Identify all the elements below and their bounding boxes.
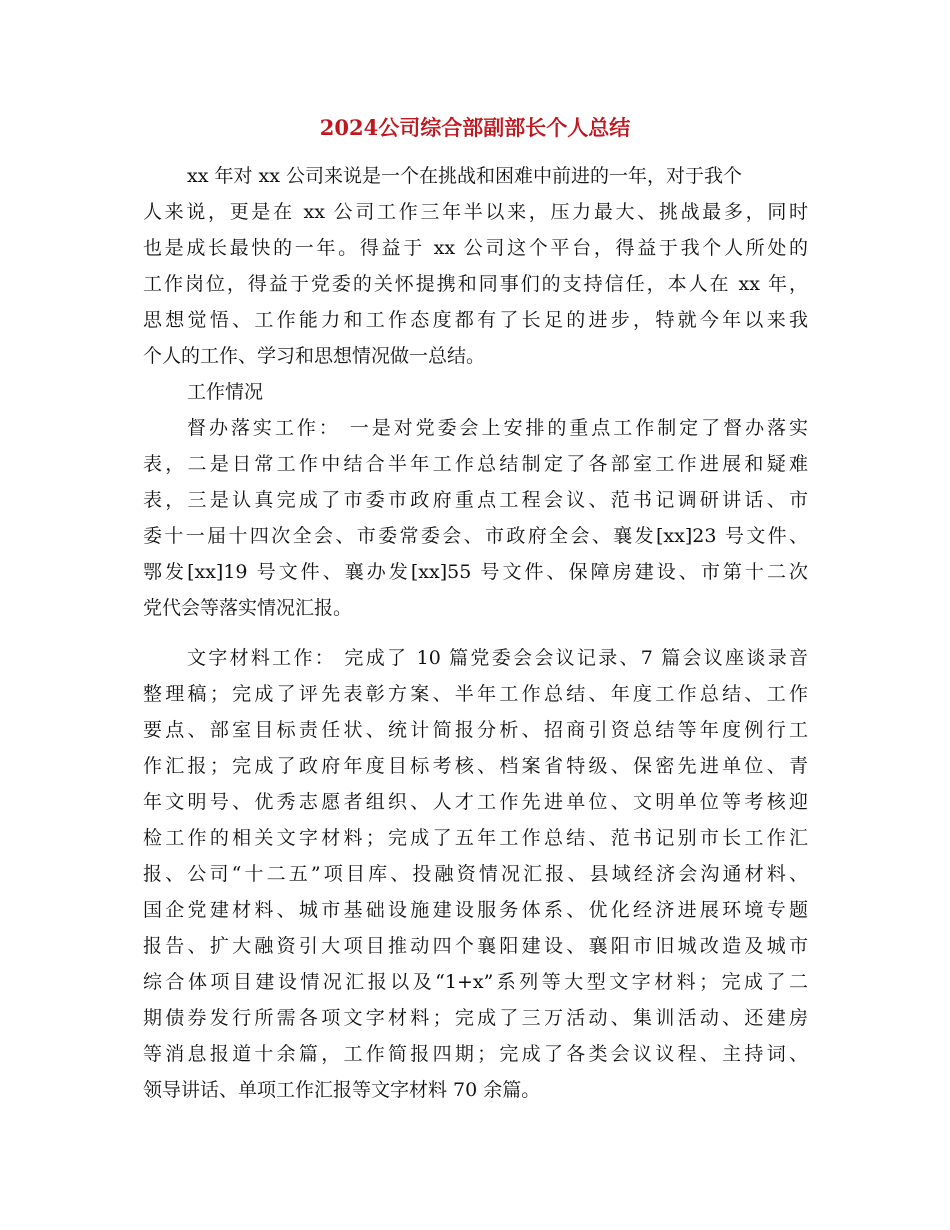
paragraph-supervision-line-1: 督办落实工作： 一是对党委会上安排的重点工作制定了督办落实 — [187, 417, 808, 439]
paragraph-supervision-line-3: 表，三是认真完成了市委市政府重点工程会议、范书记调研讲话、市 — [143, 489, 808, 511]
paragraph-writing-line-9: 报告、扩大融资引大项目推动四个襄阳建设、襄阳市旧城改造及城市 — [143, 935, 808, 957]
paragraph-writing-line-6: 检工作的相关文字材料；完成了五年工作总结、范书记别市长工作汇 — [143, 827, 808, 849]
paragraph-writing-line-5: 年文明号、优秀志愿者组织、人才工作先进单位、文明单位等考核迎 — [143, 791, 808, 813]
paragraph-writing-line-10: 综合体项目建设情况汇报以及“1+x”系列等大型文字材料；完成了二 — [143, 971, 808, 993]
paragraph-supervision-line-5: 鄂发[xx]19 号文件、襄办发[xx]55 号文件、保障房建设、市第十二次 — [143, 561, 808, 583]
paragraph-writing-line-2: 整理稿；完成了评先表彰方案、半年工作总结、年度工作总结、工作 — [143, 683, 808, 705]
paragraph-writing-line-8: 国企党建材料、城市基础设施建设服务体系、优化经济进展环境专题 — [143, 899, 808, 921]
paragraph-intro-line-3: 也是成长最快的一年。得益于 xx 公司这个平台，得益于我个人所处的 — [143, 237, 808, 259]
paragraph-intro-line-2: 人来说，更是在 xx 公司工作三年半以来，压力最大、挑战最多，同时 — [143, 201, 808, 223]
paragraph-writing-line-12: 等消息报道十余篇，工作简报四期；完成了各类会议议程、主持词、 — [143, 1043, 808, 1065]
section-heading-work: 工作情况 — [187, 381, 264, 403]
paragraph-intro-line-5: 思想觉悟、工作能力和工作态度都有了长足的进步，特就今年以来我 — [143, 309, 808, 331]
paragraph-supervision-line-6: 党代会等落实情况汇报。 — [143, 597, 353, 619]
document-title: 2024公司综合部副部长个人总结 — [319, 115, 631, 140]
paragraph-supervision-line-4: 委十一届十四次全会、市委常委会、市政府全会、襄发[xx]23 号文件、 — [143, 525, 808, 547]
paragraph-writing-line-11: 期债券发行所需各项文字材料；完成了三万活动、集训活动、还建房 — [143, 1007, 808, 1029]
paragraph-intro-line-1: xx 年对 xx 公司来说是一个在挑战和困难中前进的一年，对于我个 — [187, 165, 742, 187]
paragraph-supervision-line-2: 表，二是日常工作中结合半年工作总结制定了各部室工作进展和疑难 — [143, 453, 808, 475]
paragraph-writing-line-3: 要点、部室目标责任状、统计简报分析、招商引资总结等年度例行工 — [143, 719, 808, 741]
paragraph-writing-line-1: 文字材料工作： 完成了 10 篇党委会会议记录、7 篇会议座谈录音 — [187, 647, 808, 669]
paragraph-intro-line-4: 工作岗位，得益于党委的关怀提携和同事们的支持信任，本人在 xx 年， — [143, 273, 808, 295]
paragraph-writing-line-13: 领导讲话、单项工作汇报等文字材料 70 余篇。 — [143, 1079, 541, 1101]
paragraph-writing-line-4: 作汇报；完成了政府年度目标考核、档案省特级、保密先进单位、青 — [143, 755, 808, 777]
paragraph-writing-line-7: 报、公司“十二五”项目库、投融资情况汇报、县域经济会沟通材料、 — [143, 863, 808, 885]
paragraph-intro-line-6: 个人的工作、学习和思想情况做一总结。 — [143, 345, 486, 367]
